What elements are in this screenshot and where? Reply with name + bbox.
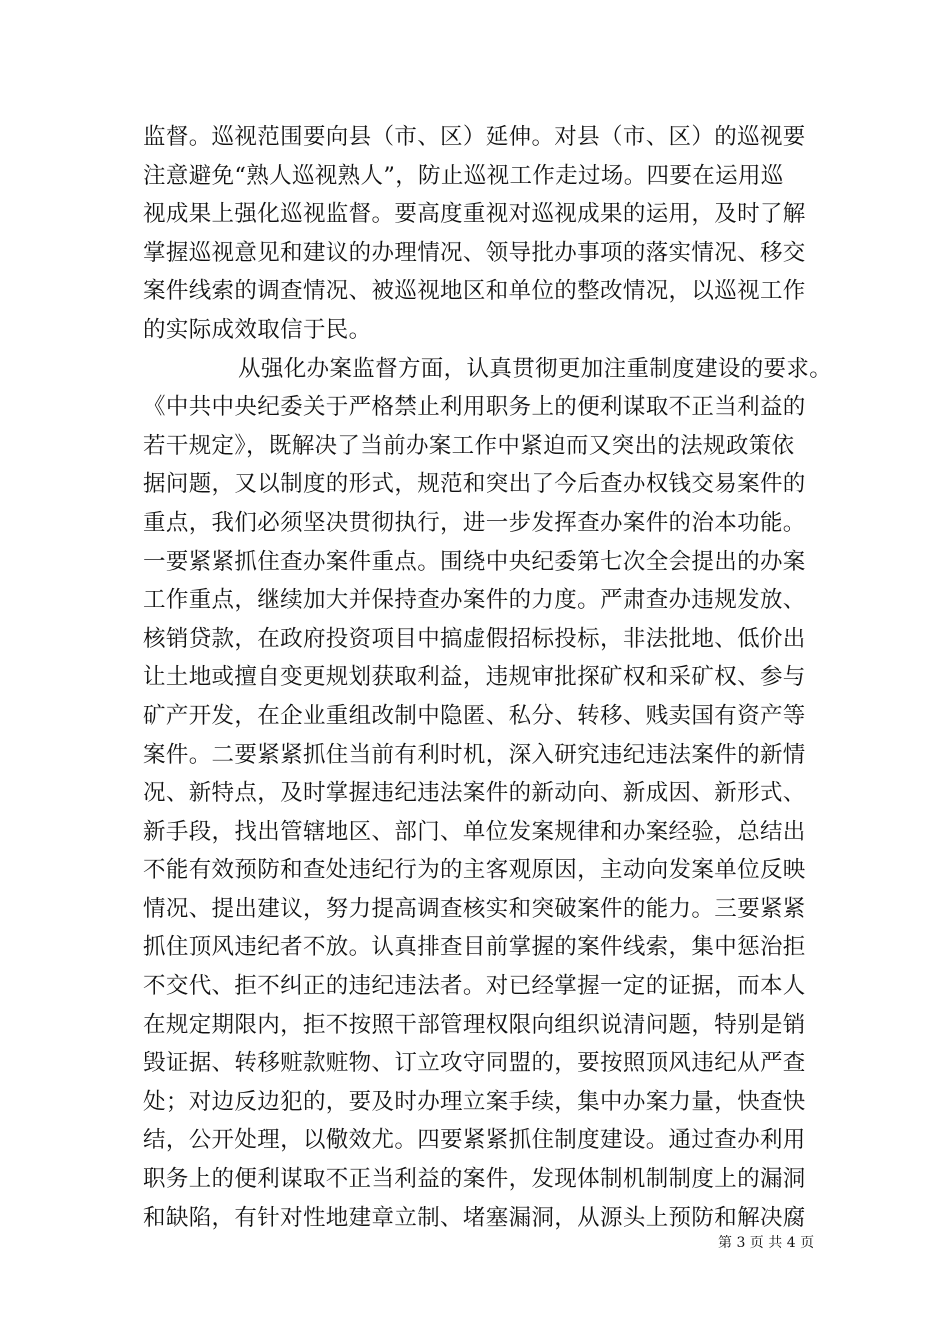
text-line: 若干规定》，既解决了当前办案工作中紧迫而又突出的法规政策依: [143, 432, 795, 459]
text-line: 新手段，找出管辖地区、部门、单位发案规律和办案经验，总结出: [143, 818, 806, 845]
text-line: 毁证据、转移赃款赃物、订立攻守同盟的，要按照顶风违纪从严查: [143, 1050, 806, 1077]
text-line: 案件线索的调查情况、被巡视地区和单位的整改情况，以巡视工作: [143, 278, 806, 305]
text-line: 据问题，又以制度的形式，规范和突出了今后查办权钱交易案件的: [143, 471, 806, 498]
text-line: 和缺陷，有针对性地建章立制、堵塞漏洞，从源头上预防和解决腐: [143, 1204, 806, 1231]
text-line: 况、新特点，及时掌握违纪违法案件的新动向、新成因、新形式、: [143, 780, 806, 807]
paragraph-heading-line: 从强化办案监督方面，认真贯彻更加注重制度建设的要求。: [238, 355, 833, 382]
text-line: 结，公开处理，以儆效尤。四要紧紧抓住制度建设。通过查办利用: [143, 1127, 806, 1154]
text-line: 重点，我们必须坚决贯彻执行，进一步发挥查办案件的治本功能。: [143, 509, 806, 536]
text-line: 抓住顶风违纪者不放。认真排查目前掌握的案件线索，集中惩治拒: [143, 934, 806, 961]
text-line: 让土地或擅自变更规划获取利益，违规审批探矿权和采矿权、参与: [143, 664, 806, 691]
text-line: 工作重点，继续加大并保持查办案件的力度。严肃查办违规发放、: [143, 587, 806, 614]
text-line: 《中共中央纪委关于严格禁止利用职务上的便利谋取不正当利益的: [143, 394, 806, 421]
page-number-footer: 第 3 页 共 4 页: [718, 1235, 815, 1251]
text-line: 职务上的便利谋取不正当利益的案件，发现体制机制制度上的漏洞: [143, 1166, 806, 1193]
text-line: 处；对边反边犯的，要及时办理立案手续，集中办案力量，快查快: [143, 1088, 806, 1115]
text-line: 不能有效预防和查处违纪行为的主客观原因，主动向发案单位反映: [143, 857, 806, 884]
text-line: 矿产开发，在企业重组改制中隐匿、私分、转移、贱卖国有资产等: [143, 702, 806, 729]
text-line: 情况、提出建议，努力提高调查核实和突破案件的能力。三要紧紧: [143, 895, 806, 922]
text-line: 注意避免“熟人巡视熟人”，防止巡视工作走过场。四要在运用巡: [143, 162, 784, 189]
text-line: 一要紧紧抓住查办案件重点。围绕中央纪委第七次全会提出的办案: [143, 548, 806, 575]
text-line: 不交代、拒不纠正的违纪违法者。对已经掌握一定的证据，而本人: [143, 973, 806, 1000]
text-line: 核销贷款，在政府投资项目中搞虚假招标投标，非法批地、低价出: [143, 625, 806, 652]
text-line: 案件。二要紧紧抓住当前有利时机，深入研究违纪违法案件的新情: [143, 741, 806, 768]
document-body: [143, 118, 833, 1237]
text-line: 的实际成效取信于民。: [143, 316, 372, 343]
text-line: 视成果上强化巡视监督。要高度重视对巡视成果的运用，及时了解: [143, 201, 806, 228]
text-line: 在规定期限内，拒不按照干部管理权限向组织说清问题，特别是销: [143, 1011, 806, 1038]
text-line: 掌握巡视意见和建议的办理情况、领导批办事项的落实情况、移交: [143, 239, 806, 266]
text-line: 监督。巡视范围要向县（市、区）延伸。对县（市、区）的巡视要: [143, 124, 806, 150]
